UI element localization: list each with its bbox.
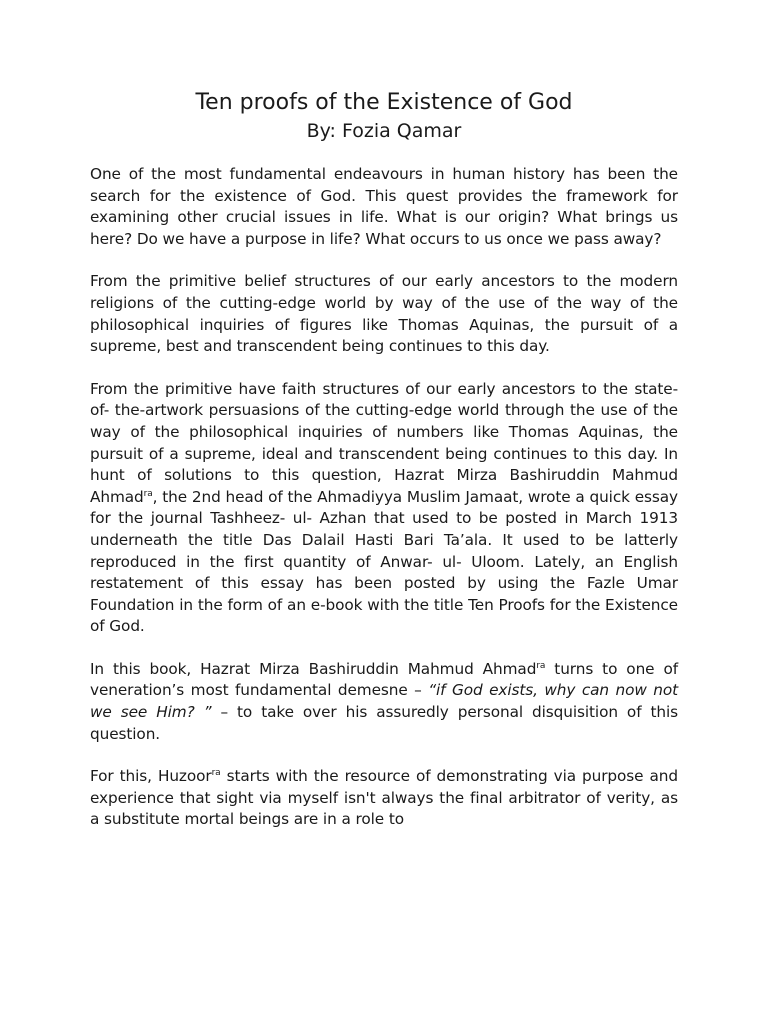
document-byline: By: Fozia Qamar xyxy=(306,120,462,142)
paragraph-4-quote: “if God exists, why can now not we see Him? ” xyxy=(90,681,678,722)
document-title: Ten proofs of the Existence of God xyxy=(195,90,573,115)
honorific-superscript: ra xyxy=(211,768,221,779)
paragraph-3-text-a: From the primitive have faith structures of our early ancestors to the state-of- the-artwork persuasions of the cutting-edge world through the use of the way of the philosophical inquiries of numbers like Thomas Aquinas, the pursuit of a supreme, ideal and transcendent being continues to this day. In hunt of solutions to this question, Hazrat Mirza Bashiruddin Mahmud Ahmad xyxy=(90,379,678,506)
paragraph-4 xyxy=(90,659,678,745)
paragraph-1-text: One of the most fundamental endeavours in human history has been the search for the existence of God. This quest provides the framework for examining other crucial issues in life. What is our origin? What brings us here? Do we have a purpose in life? What occurs to us once we pass away? xyxy=(90,165,678,248)
paragraph-5-text-b: starts with the resource of demonstrating via purpose and experience that sight via myself isn't always the final arbitrator of verity, as a substitute mortal beings are in a role to xyxy=(90,767,678,829)
paragraph-4-text-b: turns to one of veneration’s most fundamental demesne – xyxy=(90,659,679,700)
paragraph-5-text-a: For this, Huzoor xyxy=(90,767,212,786)
paragraph-3 xyxy=(90,379,678,638)
paragraph-2 xyxy=(90,271,678,357)
paragraph-1 xyxy=(90,164,678,250)
honorific-superscript: ra xyxy=(536,660,546,671)
paragraph-4-text-c: – to take over his assuredly personal disquisition of this question. xyxy=(90,703,678,743)
paragraph-4-text-a: In this book, Hazrat Mirza Bashiruddin Mahmud Ahmad xyxy=(90,659,537,678)
document-page xyxy=(90,88,678,852)
paragraph-5 xyxy=(90,766,678,831)
paragraph-2-text: From the primitive belief structures of our early ancestors to the modern religions of the cutting-edge world by way of the use of the way of the philosophical inquiries of figures like Thomas Aquinas, the pursuit of a supreme, best and transcendent being continues to this day. xyxy=(90,272,678,356)
paragraph-3-text-b: , the 2nd head of the Ahmadiyya Muslim Jamaat, wrote a quick essay for the journal Tashheez- ul- Azhan that used to be posted in March 1913 underneath the title Das Dalail Hasti Bari Ta’ala. It used to be latterly reproduced in the first quantity of Anwar- ul- Uloom. Lately, an English restatement of this essay has been posted by using the Fazle Umar Foundation in the form of an e-book with the title Ten Proofs for the Existence of God. xyxy=(90,487,678,636)
honorific-superscript: ra xyxy=(143,488,153,499)
